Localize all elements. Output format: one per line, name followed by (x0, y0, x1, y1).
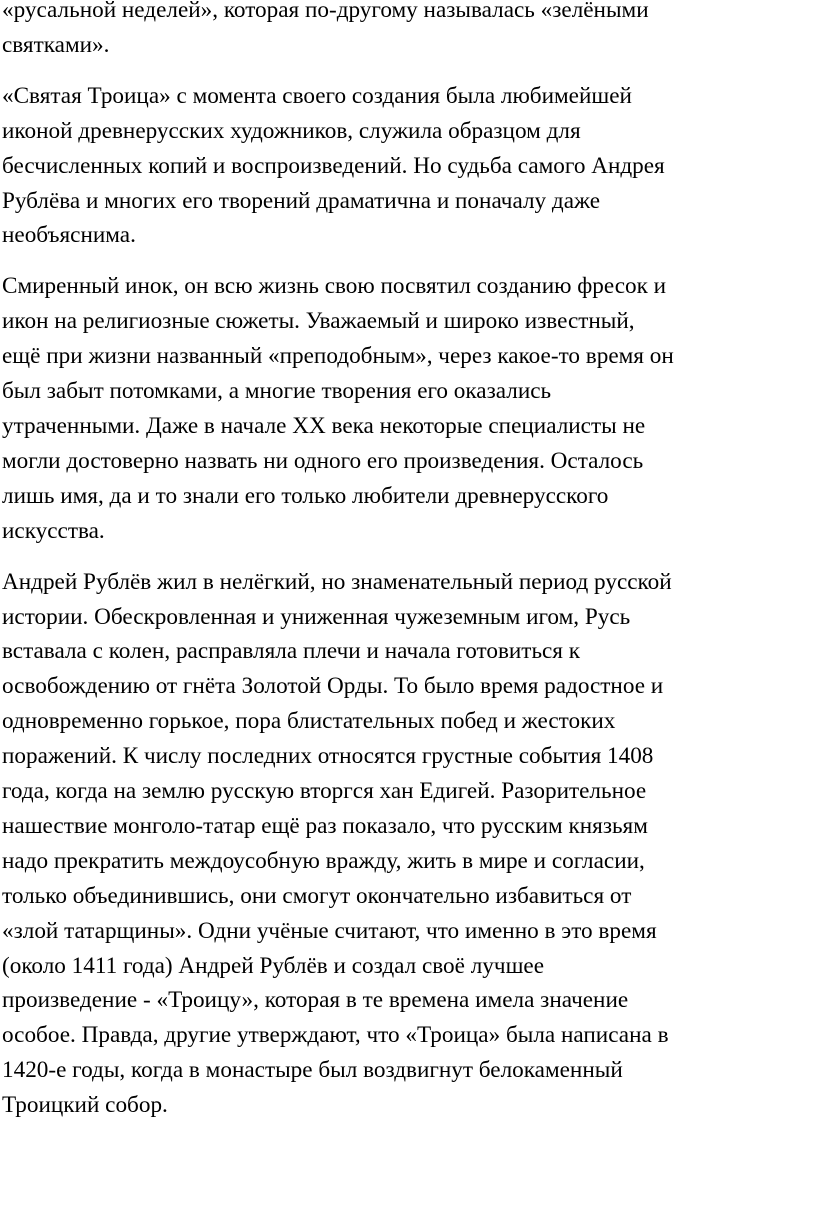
paragraph-line: только объединившись, они смогут окончательно избавиться от (2, 882, 632, 909)
paragraph-line: «злой татарщины». Одни учёные считают, что именно в это время (2, 917, 657, 944)
paragraph-line: Андрей Рублёв жил в нелёгкий, но знаменательный период русской (2, 568, 672, 595)
paragraph-line: лишь имя, да и то знали его только любители древнерусского (2, 482, 609, 509)
paragraph-spacing (2, 63, 814, 79)
paragraph-line: утраченными. Даже в начале XX века некоторые специалисты не (2, 412, 646, 439)
paragraph-4 (2, 565, 814, 1124)
paragraph-line: бесчисленных копий и воспроизведений. Но судьба самого Андрея (2, 152, 665, 179)
paragraph-line: освобождению от гнёта Золотой Орды. То было время радостное и (2, 673, 664, 700)
paragraph-spacing (2, 549, 814, 565)
paragraph-line: Троицкий собор. (2, 1092, 168, 1119)
paragraph-1 (2, 0, 814, 63)
paragraph-line: Рублёва и многих его творений драматична и поначалу даже (2, 187, 601, 214)
paragraph-line: одновременно горькое, пора блистательных побед и жестоких (2, 708, 616, 735)
paragraph-line: святками». (2, 31, 110, 58)
paragraph-line: истории. Обескровленная и униженная чужеземным игом, Русь (2, 603, 631, 630)
paragraph-2 (2, 79, 814, 254)
paragraph-line: года, когда на землю русскую вторгся хан Едигей. Разорительное (2, 778, 647, 805)
paragraph-line: произведение - «Троицу», которая в те времена имела значение (2, 987, 629, 1014)
paragraph-line: вставала с колен, расправляла плечи и начала готовиться к (2, 638, 581, 665)
paragraph-line: был забыт потомками, а многие творения его оказались (2, 378, 552, 405)
paragraph-line: особое. Правда, другие утверждают, что «Троица» была написана в (2, 1022, 669, 1049)
paragraph-line: необъяснима. (2, 222, 136, 249)
paragraph-line: икон на религиозные сюжеты. Уважаемый и широко известный, (2, 308, 635, 335)
paragraph-line: Смиренный инок, он всю жизнь свою посвятил созданию фресок и (2, 273, 667, 300)
paragraph-line: «русальной неделей», которая по-другому называлась «зелёными (2, 0, 649, 23)
paragraph-line: надо прекратить междоусобную вражду, жить в мире и согласии, (2, 847, 645, 874)
paragraph-line: 1420-е годы, когда в монастыре был воздвигнут белокаменный (2, 1057, 623, 1084)
paragraph-line: ещё при жизни названный «преподобным», через какое-то время он (2, 343, 674, 370)
paragraph-line: иконой древнерусских художников, служила образцом для (2, 117, 581, 144)
paragraph-line: нашествие монголо-татар ещё раз показало, что русским князьям (2, 812, 648, 839)
paragraph-line: искусства. (2, 517, 105, 544)
paragraph-line: «Святая Троица» с момента своего создания была любимейшей (2, 82, 632, 109)
paragraph-spacing (2, 253, 814, 269)
paragraph-3 (2, 269, 814, 548)
paragraph-line: могли достоверно назвать ни одного его произведения. Осталось (2, 447, 644, 474)
paragraph-line: (около 1411 года) Андрей Рублёв и создал своё лучшее (2, 952, 545, 979)
paragraph-line: поражений. К числу последних относятся грустные события 1408 (2, 743, 654, 770)
